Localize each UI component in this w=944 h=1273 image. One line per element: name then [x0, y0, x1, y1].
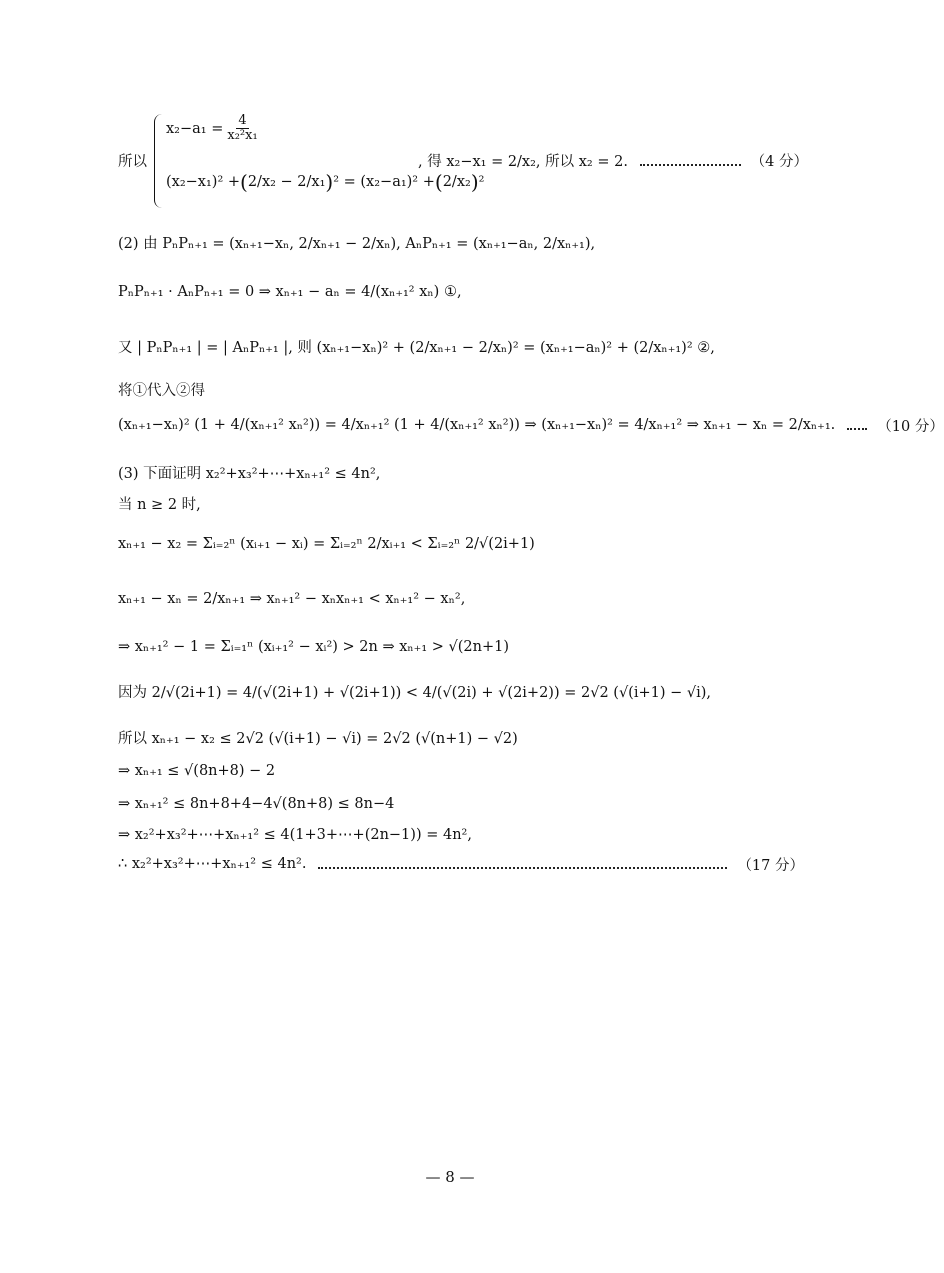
score-label: （10 分）	[877, 418, 944, 435]
page-number: — 8 —	[425, 1168, 475, 1186]
part1-system	[118, 112, 808, 212]
dot-leader	[318, 867, 727, 869]
score-label: （17 分）	[737, 857, 804, 874]
proof-line: (3) 下面证明 x₂²+x₃²+⋯+xₙ₊₁² ≤ 4n²,	[118, 465, 381, 482]
dot-leader	[640, 164, 741, 166]
part1-equation-1: x₂−a₁ = $\frac{4}{\text{x₂²x₁}}$	[166, 113, 258, 144]
proof-line: (2) 由 PₙPₙ₊₁ = (xₙ₊₁−xₙ, 2/xₙ₊₁ − 2/xₙ), AₙPₙ₊₁ = (xₙ₊₁−aₙ, 2/xₙ₊₁),	[118, 235, 596, 252]
proof-line: 因为 2/√(2i+1) = 4/(√(2i+1) + √(2i+1)) < 4/(√(2i) + √(2i+2)) = 2√2 (√(i+1) − √i),	[118, 684, 712, 701]
proof-line-scored: ∴ x₂²+x₃²+⋯+xₙ₊₁² ≤ 4n². （17 分）	[118, 851, 804, 877]
part1-label: 所以	[118, 154, 147, 170]
part1-equation-2: (x₂−x₁)² + ( 2/x₂ − 2/x₁ ) ² = (x₂−a₁)² + ( 2/x₂ ) ²	[166, 170, 485, 194]
proof-line: 又 | PₙPₙ₊₁ | = | AₙPₙ₊₁ |, 则 (xₙ₊₁−xₙ)² + (2/xₙ₊₁ − 2/xₙ)² = (xₙ₊₁−aₙ)² + (2/xₙ₊₁)² ②,	[118, 339, 715, 356]
proof-line: 将①代入②得	[118, 382, 205, 399]
left-brace	[154, 114, 163, 208]
proof-line: ⇒ xₙ₊₁ ≤ √(8n+8) − 2	[118, 763, 276, 779]
score-label: （4 分）	[750, 154, 808, 170]
proof-line: xₙ₊₁ − xₙ = 2/xₙ₊₁ ⇒ xₙ₊₁² − xₙxₙ₊₁ < xₙ₊₁² − xₙ²,	[118, 591, 466, 607]
proof-line: ⇒ xₙ₊₁² − 1 = Σᵢ₌₁ⁿ (xᵢ₊₁² − xᵢ²) > 2n ⇒ xₙ₊₁ > √(2n+1)	[118, 639, 510, 655]
proof-line: 当 n ≥ 2 时,	[118, 496, 201, 513]
proof-line: PₙPₙ₊₁ · AₙPₙ₊₁ = 0 ⇒ xₙ₊₁ − aₙ = 4/(xₙ₊₁² xₙ) ①,	[118, 284, 462, 300]
dot-leader	[847, 428, 867, 430]
proof-line: ⇒ xₙ₊₁² ≤ 8n+8+4−4√(8n+8) ≤ 8n−4	[118, 796, 395, 812]
proof-line-scored: (xₙ₊₁−xₙ)² (1 + 4/(xₙ₊₁² xₙ²)) = 4/xₙ₊₁² (1 + 4/(xₙ₊₁² xₙ²)) ⇒ (xₙ₊₁−xₙ)² = 4/xₙ₊₁² ⇒ xₙ₊₁ − xₙ = 2/xₙ₊₁. （10 分）	[118, 412, 804, 438]
fraction: $\frac{4}{\text{x₂²x₁}}$	[227, 113, 258, 144]
proof-line: ⇒ x₂²+x₃²+⋯+xₙ₊₁² ≤ 4(1+3+⋯+(2n−1)) = 4n²,	[118, 827, 472, 843]
proof-line: 所以 xₙ₊₁ − x₂ ≤ 2√2 (√(i+1) − √i) = 2√2 (√(n+1) − √2)	[118, 730, 518, 747]
proof-line: xₙ₊₁ − x₂ = Σᵢ₌₂ⁿ (xᵢ₊₁ − xᵢ) = Σᵢ₌₂ⁿ 2/xᵢ₊₁ < Σᵢ₌₂ⁿ 2/√(2i+1)	[118, 536, 535, 552]
part1-conclusion: , 得 x₂−x₁ = 2/x₂, 所以 x₂ = 2. （4 分）	[418, 150, 808, 171]
